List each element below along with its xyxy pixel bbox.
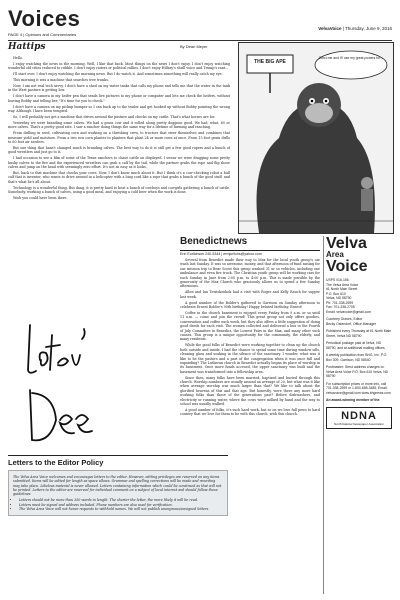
cartoon-caption: Elect me and I'll use my great powers for... <box>319 56 383 60</box>
paragraph: From drilling in seed, cultivating corn and working on a threshing crew, to tractors that steer themselves and combines that measure yield and moisture. From a two row corn planter to planters that plant 24 or more rows at once. From 15 foot grain drills to 60 foot air seeders. <box>8 131 230 144</box>
paper-logo-line-1: Velva <box>326 235 367 252</box>
signature-drawing <box>20 315 100 455</box>
cartoon-drawing <box>239 43 393 233</box>
publication-info-block: For subscription prices or more info, call 701-338-2599 or 1-800-658-3485. Email: velvavoice@gmail.com www.bhgnews.com <box>326 381 391 395</box>
paragraph: Technology is a wonderful thing. But dang, it is pretty hard to beat a bunch of cowboys and cowgirls gathering a bunch of cattle. Somebody, working a bunch of calves, using a good meal, and enjoying a cold beer when the work is done. <box>8 185 230 195</box>
ndna-logo: NDNA <box>341 409 377 422</box>
hattips-title: Hattips <box>8 42 46 52</box>
paragraph: This morning it was a machine that searches tree trunks. <box>13 78 109 83</box>
paragraph: Now, I am not real tech savvy. I don't have a shed on my water tanks that calls my phone and tells me that the water in the tank in the West pasture is getting low. <box>8 84 230 93</box>
letters-policy-title: Letters to the Editor Policy <box>8 455 228 467</box>
publication-info-block: Published every Thursday at #1 North Main Street, Velva ND 58790 <box>326 329 392 338</box>
paragraph: While the good folks of Benedict were working together to clean up the church both outside and inside, I had the chance to spend some time during window sills, cleaning glass and soaking in the silence of the sanctuary. I wonder, what was it like to be the pastors and a part of the congregation when it was once full and expanding? The Lutheran church in Benedict actually began its place of worship in its basement. Once more funds accrued, the upper sanctuary was built and the basement was transformed into a fellowship area. <box>180 343 320 374</box>
paragraph: A good number of the Bolder's gathered to Garrison on Sunday afternoon to celebrate Ernest Bolder's 90th birthday! Happy belated birthday, Ernest! <box>180 300 320 310</box>
issue-date: Thursday, June 9, 2016 <box>345 26 392 31</box>
benedict-news-title: Benedictnews <box>180 236 248 247</box>
paragraph: Since then, many folks have been married, baptized and buried through this church. Worship numbers are usually around an average of 20, but what was it like when average worship was much larger than that? We like to talk about the glorified heavens of this and that age. But honestly, were there any more hard working folks than those of the generations past? Before dishwashers, and electricity or running water, where the cows were milked by hand and the way to school was usually walked. <box>180 375 320 407</box>
paper-dateline: VelvaVoice | Thursday, June 9, 2016 <box>318 26 392 31</box>
ndna-subtitle: North Dakota Newspaper Association <box>334 421 384 426</box>
section-title: Voices <box>8 6 81 31</box>
section-subtitle: PAGE 4 | Opinions and Commentaries <box>8 32 77 37</box>
paragraph: So, I will probably not get a machine that drives around the pasture and checks on my cattle. That's what horses are for. <box>13 114 216 119</box>
paragraph: I don't have a camera in my heifer pen that sends live pictures to my phone or computer and lets me check the heifers, without leaving Bobby and telling her, "It's time for you to check." <box>8 94 230 103</box>
paragraph: I had occasion to see a film of some of the Texas ranchers to chase cattle on displayed. I swear we were dragging some pretty husky calves to the fire and the experienced wrestlers can grab a calf by the tail, while the partner grabs the rope and flip those calves and jump on the head with seemingly zero effort. It's not as easy as it looks. <box>8 156 230 170</box>
paragraph: Several from Benedict made their way to Max for the local youth group's car wash last Sunday. It was so awesome, money, and that afternoon of fund raising for our mission trip to Bear Scout this group washed 31 or so vehicles, including one ambulance and even fire truck. The Christian youth group will be working cars for each Sunday in June from 2:00 p.m. to 4:00 p.m. This is made possible by the generosity of the Max Church who graciously allows us to spend a few Sunday afternoons. <box>180 258 320 289</box>
paragraph: Wish you could have been there. <box>13 195 68 200</box>
award-line: An award-winning member of the <box>326 398 380 402</box>
editorial-cartoon <box>238 42 394 234</box>
publication-info-block: Periodical postage paid at Velva, ND 58790, and at additional mailing offices. <box>326 341 386 350</box>
cartoon-sign-text: THE BIG APE <box>254 59 286 65</box>
benedict-news-body <box>180 258 320 594</box>
paragraph: I enjoy watching the news in the morning. Well, I like that back. Most things on the news I don't enjoy. I don't enjoy watching wonderful old cities reduced to rubble. I don't enjoy rioters or political rallies. I don't enjoy Hillary's shrill voice and Trump's rant... <box>8 61 230 71</box>
paragraph: I'll start over. I don't enjoy watching the morning news. But I do watch it. And sometimes something will really catch my eye. <box>13 72 223 77</box>
publication-info-block: A weekly publication from BHG, Inc. P.O. Box 309, Garrison, ND 58540 <box>326 353 388 362</box>
paper-logo-line-3: Voice <box>326 258 368 275</box>
publication-info-block: USPS 016-156 The Velva Area Voice #1 North Main Street P.O. Box 610 Velva, ND 58790 Ph: 701-338-2599 Fax: 701-338-2705 Email: velvavoice@gmail.com <box>326 278 372 314</box>
letters-policy-item: • Letters should not be more than 350 words in length. The shorter the letter, the more likely it will be read. <box>19 498 223 502</box>
hattips-byline: By Dean Meyer <box>180 44 208 49</box>
paragraph: But one thing that hasn't changed much is branding calves. The best way to do it is still get a few good ropers and a bunch of good wrestlers and just go to it. <box>8 145 230 155</box>
publication-info-block: Courtney Graves, Editor Becky Ostendorf, Office Manager <box>326 317 377 326</box>
letters-policy-item: • The Velva Area Voice will not honor requests to withhold names. We will not publish anonymous/unsigned letters. <box>19 507 223 511</box>
paragraph: Allen and Ian Tewishenhok had a visit with Roger and Kelly Rauch for supper last week. <box>180 290 320 299</box>
paragraph: Yesterday we were branding some calves. We had a grass cow and it rolled along pretty doggone good. We had, what, 60 or more calves. That's a pretty good rate. I saw a rancher doing things the same way for a lifetime of farming and ranching. <box>8 120 230 130</box>
ndna-badge <box>326 407 392 429</box>
paragraph: Coffee in the church basement is enjoyed every Friday from 9 a.m. or so until 11 a.m. — come and join the crowd! This great group not only offers goodies, conversation and coffee each week, but they also offers a little suggestion of doing good deeds for each visit. The women collected and delivered a box to the Fourth of July Committee in Benedict, the Lowest Pairs in the Max, and many other such causes. This group is a unique opportunity for the community, the elderly, and many residents. <box>180 310 320 342</box>
paper-logo-line-2: Area <box>326 250 344 259</box>
masthead <box>8 6 392 41</box>
publication-info-sidebar <box>326 236 392 594</box>
letters-policy-intro: The Velva Area Voice welcomes and encourages letters to the editor. However, editing privileges are reserved on any items submitted. Items will be edited for length as space allows. Grammar and spelling corrections will be made and rewriting may take place. Libelous material is never allowed. Letters containing information which could be construed as that will not be printed. Letters to the editor are reserved for individual comment on a subject of local interest and should follow these guidelines: <box>13 475 222 497</box>
column-divider <box>323 236 324 594</box>
publication-info-block: Postmaster: Send address changes to: Velva Area Voice P.O. Box 610 Velva, ND 58790 <box>326 365 389 378</box>
paper-name: Velva <box>318 26 330 31</box>
paragraph: I don't have a camera on my pickup bumper so I can back up to the trailer and get hooked up without Bobby pointing the wrong way. Although I have been tempted. <box>8 104 230 114</box>
benedict-news-byline: Erin Eurlichson 240-5344 | ermjurlichs@yahoo.com <box>180 250 320 256</box>
publication-info <box>326 278 392 395</box>
paper-name-2: Voice <box>329 26 342 31</box>
signature <box>20 315 100 455</box>
paper-logo <box>326 236 392 274</box>
paragraph: A good number of folks, it's such hard work, but so on we love full pews to hard country that we love for them to be with this church, with this church. <box>180 408 320 417</box>
paragraph: Hello. <box>13 56 23 60</box>
letters-policy-item: • Letters must be signed and address included. Phone numbers are also used for verification. <box>19 503 223 507</box>
paragraph: But, back to that machine that checks your cows. Now, I don't know much about it. But I think it's a cow-checking robot a bull calf that is inventor, who wants to drive around in a helicopter with a long cord like a rope that grabs a bunch of the good stuff, and that's what he's all about. <box>8 170 230 184</box>
